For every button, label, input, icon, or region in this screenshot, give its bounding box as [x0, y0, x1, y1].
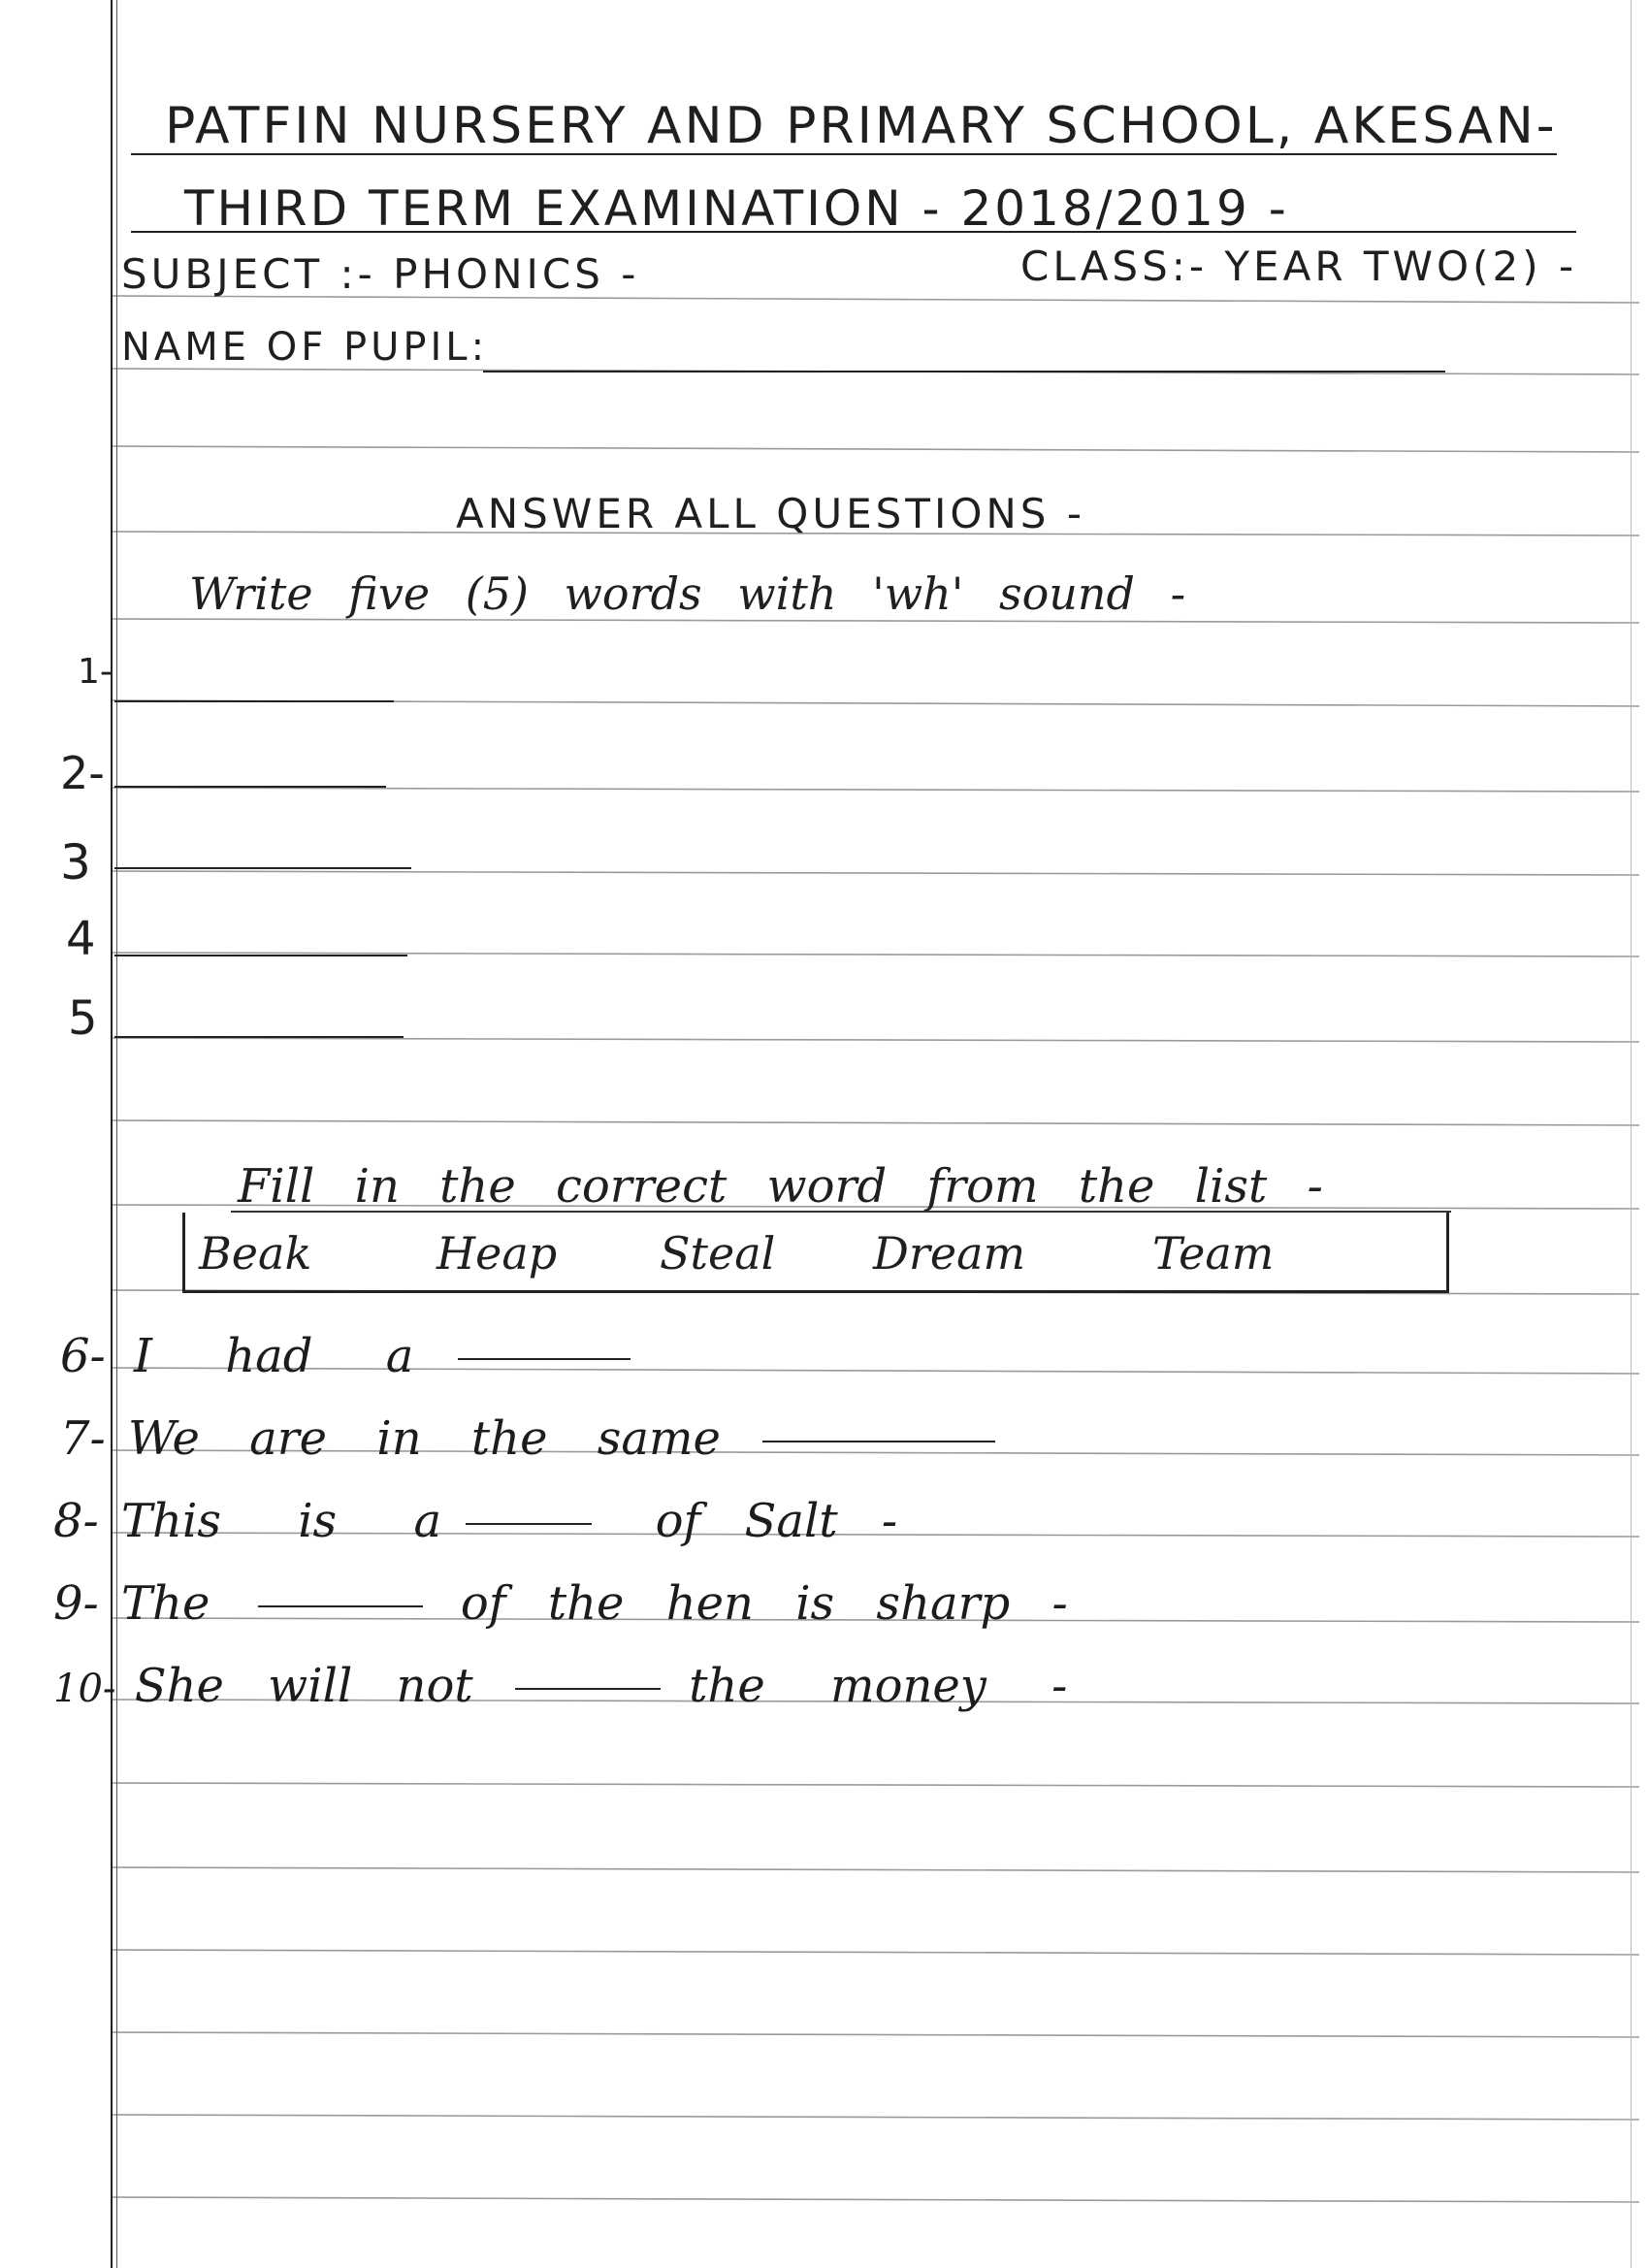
- fill-blank[interactable]: [458, 1358, 630, 1360]
- question-number: 8-: [53, 1494, 99, 1548]
- answer-line[interactable]: [114, 700, 394, 702]
- margin-line: [111, 0, 113, 2268]
- question-number: 7-: [60, 1411, 106, 1466]
- question-number: 3: [60, 834, 91, 891]
- question-text: This is a: [121, 1494, 442, 1548]
- subject-label: SUBJECT :- PHONICS -: [121, 250, 640, 298]
- question-text: We are in the same: [128, 1411, 721, 1466]
- page-edge: [1631, 0, 1632, 2268]
- section1-prompt: Write five (5) words with 'wh' sound -: [189, 567, 1186, 620]
- question-10: [53, 1659, 1067, 1713]
- answer-line[interactable]: [114, 867, 411, 869]
- answer-line[interactable]: [114, 1036, 404, 1038]
- fill-blank[interactable]: [258, 1605, 423, 1607]
- question-number: 4: [66, 912, 96, 966]
- question-number: 10-: [53, 1667, 116, 1711]
- answer-line[interactable]: [114, 786, 386, 788]
- school-name-underline: [131, 153, 1557, 155]
- question-number: 1-: [78, 652, 113, 692]
- question-number: 2-: [60, 747, 105, 799]
- school-name: PATFIN NURSERY AND PRIMARY SCHOOL, AKESAN-: [165, 97, 1558, 155]
- question-7: [60, 1411, 995, 1466]
- fill-blank[interactable]: [515, 1688, 661, 1690]
- section2-prompt: Fill in the correct word from the list -: [238, 1159, 1323, 1214]
- word-dream: Dream: [873, 1227, 1026, 1280]
- word-steal: Steal: [660, 1227, 776, 1280]
- answer-line[interactable]: [114, 955, 407, 956]
- question-6: [60, 1329, 630, 1383]
- class-label: CLASS:- YEAR TWO(2) -: [1020, 243, 1578, 290]
- pupil-name-field[interactable]: [483, 371, 1445, 373]
- exam-title: THIRD TERM EXAMINATION - 2018/2019 -: [184, 180, 1289, 237]
- margin-line-inner: [116, 0, 117, 2268]
- question-number: 6-: [60, 1329, 106, 1383]
- question-text: The: [121, 1576, 210, 1631]
- fill-blank[interactable]: [466, 1523, 592, 1525]
- instruction-heading: ANSWER ALL QUESTIONS -: [456, 490, 1085, 537]
- question-text: the money -: [689, 1659, 1068, 1713]
- question-8: [53, 1494, 897, 1548]
- question-number: 9-: [53, 1576, 99, 1631]
- question-text: She will not: [134, 1659, 473, 1713]
- pupil-name-label: NAME OF PUPIL:: [121, 325, 489, 370]
- word-team: Team: [1152, 1227, 1275, 1280]
- question-text: I had a: [134, 1329, 414, 1383]
- question-number: 5: [68, 991, 98, 1046]
- question-text: of Salt -: [655, 1494, 898, 1548]
- exam-title-underline: [131, 231, 1576, 233]
- question-text: of the hen is sharp -: [460, 1576, 1068, 1631]
- word-heap: Heap: [436, 1227, 558, 1280]
- word-beak: Beak: [199, 1227, 312, 1280]
- fill-blank[interactable]: [762, 1441, 995, 1442]
- question-9: [53, 1576, 1068, 1631]
